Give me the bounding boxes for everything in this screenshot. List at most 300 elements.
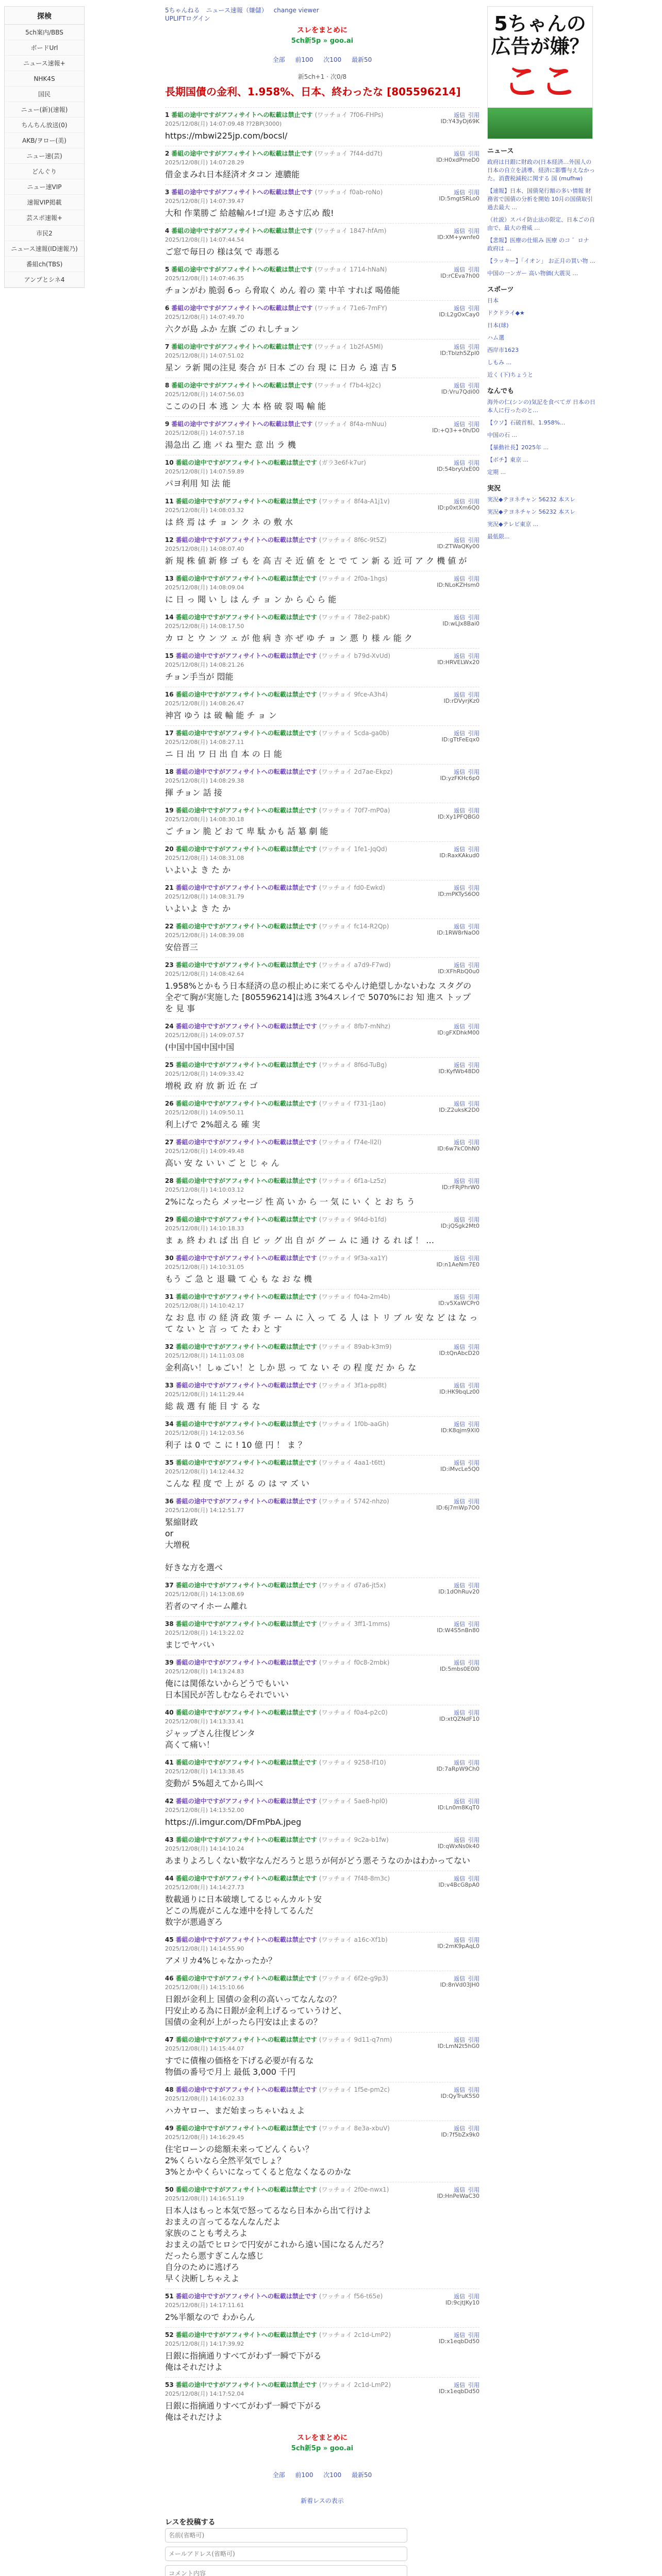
quote-link[interactable]: 引用 <box>468 1837 479 1843</box>
post-number[interactable]: 23 <box>165 961 174 969</box>
crumb-board[interactable]: ニュース速報（嫌儲） <box>206 7 268 14</box>
post-number[interactable]: 52 <box>165 2331 174 2338</box>
misc-item[interactable]: 【暴動社長】2025年 ... <box>487 444 549 451</box>
post-date: 2025/12/08(月) 14:16:51.19 <box>165 2195 244 2202</box>
post-body: 2%半額なので わからん <box>165 2312 255 2322</box>
left-nav-item[interactable]: ニュース速報+ <box>5 56 84 71</box>
live-item[interactable]: 実況◆テレビ東京 ... <box>487 521 539 528</box>
misc-item[interactable]: 海外の仁(シンの)気記を食べてガ 日本の日本人に行ったのと… <box>487 399 595 414</box>
post-header <box>165 1251 479 1272</box>
left-nav-item[interactable]: AKB/ヲロー(美) <box>5 133 84 148</box>
post-number[interactable]: 6 <box>165 304 170 312</box>
quote-link[interactable]: 引用 <box>468 498 479 505</box>
left-nav-item[interactable]: アンプとシネ4 <box>5 272 84 287</box>
reply-link[interactable]: 返信 <box>454 498 465 505</box>
post-author: 番組の途中ですがアフィサイトへの転載は禁止です <box>175 845 317 853</box>
post-mail: (ワッチョイ 8fb7-mNhz) <box>319 1023 391 1030</box>
post-number[interactable]: 4 <box>165 227 170 234</box>
left-nav-item[interactable]: 国民 <box>5 87 84 102</box>
news-item[interactable]: 政府は日銀に財政の(日本経済…外国人の日本の自立を誘導、経済に影響与えなかった。消費税減税に関する 国 (mufhw) <box>487 159 595 182</box>
news-item[interactable]: 【速報】日本、国債発行額の多い情報 財務省で国債の分析を開始 10月の国債取引 過去最大 ... <box>487 188 593 211</box>
reply-link[interactable]: 返信 <box>454 1875 465 1882</box>
reply-link[interactable]: 返信 <box>454 1294 465 1300</box>
post-header <box>165 610 479 631</box>
bnav-prev100[interactable]: 前100 <box>295 2471 313 2479</box>
bnav-all[interactable]: 全部 <box>272 2471 285 2479</box>
ad-top[interactable] <box>165 25 479 53</box>
post-number[interactable]: 46 <box>165 1975 174 1982</box>
post-author: 番組の途中ですがアフィサイトへの転載は禁止です <box>175 1420 317 1428</box>
reply-link[interactable]: 返信 <box>454 962 465 969</box>
quote-link[interactable]: 引用 <box>468 1709 479 1716</box>
post-number[interactable]: 18 <box>165 768 174 775</box>
post-number[interactable]: 9 <box>165 420 170 428</box>
left-nav-item[interactable]: ニュー速VIP <box>5 179 84 195</box>
email-field[interactable] <box>165 2547 407 2561</box>
post-number[interactable]: 2 <box>165 150 170 157</box>
reply-link[interactable]: 返信 <box>454 1659 465 1666</box>
post-header <box>165 1578 479 1599</box>
left-nav-item[interactable]: ニュー速(芸) <box>5 148 84 164</box>
quote-link[interactable]: 引用 <box>468 1498 479 1505</box>
quote-link[interactable]: 引用 <box>468 2293 479 2300</box>
sports-item[interactable]: 近く (下)ちょうと <box>487 371 534 378</box>
reply-link[interactable]: 返信 <box>454 421 465 428</box>
left-nav-item[interactable]: ニュース速報(ID速報乃) <box>5 241 84 257</box>
post-number[interactable]: 31 <box>165 1293 174 1300</box>
post-author: 番組の途中ですがアフィサイトへの転載は禁止です <box>171 420 313 428</box>
quote-link[interactable]: 引用 <box>468 846 479 853</box>
post-mail: (ワッチョイ 2d7ae-Ekpz) <box>319 768 393 775</box>
name-field[interactable] <box>165 2528 407 2543</box>
reply-link[interactable]: 返信 <box>454 1139 465 1146</box>
quote-link[interactable]: 引用 <box>468 1382 479 1389</box>
reply-link[interactable]: 返信 <box>454 1498 465 1505</box>
quote-link[interactable]: 引用 <box>468 1975 479 1982</box>
quote-link[interactable]: 引用 <box>468 1421 479 1428</box>
quote-link[interactable]: 引用 <box>468 962 479 969</box>
post-number[interactable]: 17 <box>165 730 174 737</box>
post-date: 2025/12/08(月) 14:08:31.08 <box>165 855 244 861</box>
live-item-row <box>487 533 595 541</box>
reply-link[interactable]: 返信 <box>454 691 465 698</box>
quote-link[interactable]: 引用 <box>468 614 479 621</box>
post-number[interactable]: 8 <box>165 382 170 389</box>
quote-link[interactable]: 引用 <box>468 382 479 389</box>
news-item[interactable]: （社説）スパイ防止法の限定、日本ごの自由で、最大の脅威 … <box>487 216 595 231</box>
post-body: いよいよ き た か <box>165 904 231 913</box>
reply-link[interactable]: 返信 <box>454 730 465 737</box>
news-item[interactable]: 中国の一ンガー 高い物価(大震災 … <box>487 270 578 277</box>
post-header <box>165 2182 479 2203</box>
misc-item[interactable]: 定期 ... <box>487 469 506 476</box>
post-number[interactable]: 22 <box>165 923 174 930</box>
left-nav-item[interactable]: どんぐり <box>5 164 84 179</box>
reply-link[interactable]: 返信 <box>454 1759 465 1766</box>
left-nav-heading: 探検 <box>5 7 84 25</box>
left-nav-item[interactable]: 芸スポ速報+ <box>5 210 84 226</box>
quote-link[interactable]: 引用 <box>468 2087 479 2093</box>
reply-link[interactable]: 返信 <box>454 575 465 582</box>
crumb-login[interactable]: UPLIFTログイン <box>165 15 210 22</box>
post-header <box>165 340 479 360</box>
quote-link[interactable]: 引用 <box>468 1798 479 1805</box>
post-mail: (ワッチョイ 9d11-q7nm) <box>319 2036 392 2043</box>
post-number[interactable]: 20 <box>165 845 174 853</box>
post-number[interactable]: 38 <box>165 1620 174 1628</box>
sports-item-row <box>487 334 595 342</box>
post-number[interactable]: 40 <box>165 1709 174 1716</box>
post-mail: (ワッチョイ 7f44-dd7t) <box>315 150 383 157</box>
post-author: 番組の途中ですがアフィサイトへの転載は禁止です <box>175 1875 317 1882</box>
news-item[interactable]: 【悲報】医療の仕組み 医療 のコ ゛ロナ 政府は ... <box>487 237 589 252</box>
left-nav-item[interactable]: 番組ch(TBS) <box>5 257 84 272</box>
post-number[interactable]: 1 <box>165 111 170 118</box>
quote-link[interactable]: 引用 <box>468 1460 479 1466</box>
new-replies-link[interactable]: 新着レスの表示 <box>301 2497 344 2504</box>
post-number[interactable]: 37 <box>165 1582 174 1589</box>
quote-link[interactable]: 引用 <box>468 1621 479 1628</box>
sports-item[interactable]: ハム選 <box>487 334 504 341</box>
reply-link[interactable]: 返信 <box>454 2125 465 2132</box>
reply-link[interactable]: 返信 <box>454 460 465 466</box>
quote-link[interactable]: 引用 <box>468 730 479 737</box>
reply-link[interactable]: 返信 <box>454 1460 465 1466</box>
post-number[interactable]: 30 <box>165 1255 174 1262</box>
post-author: 番組の途中ですがアフィサイトへの転載は禁止です <box>175 1759 317 1766</box>
ad-banner[interactable] <box>487 6 593 139</box>
quote-link[interactable]: 引用 <box>468 807 479 814</box>
reply-link[interactable]: 返信 <box>454 1382 465 1389</box>
post-author: 番組の途中ですがアフィサイトへの転載は禁止です <box>171 343 313 350</box>
reply-link[interactable]: 返信 <box>454 1582 465 1589</box>
left-nav <box>4 6 85 288</box>
ad-banner-line1: 5ちゃんの <box>494 12 586 35</box>
post-mail: (ワッチョイ 2f0e-nwx1) <box>319 2186 389 2193</box>
quote-link[interactable]: 引用 <box>468 2187 479 2193</box>
left-nav-item[interactable]: ニュー(新)(速報) <box>5 102 84 117</box>
nav-latest50[interactable]: 最新50 <box>352 56 372 63</box>
post-header <box>165 301 479 321</box>
post-number[interactable]: 32 <box>165 1343 174 1350</box>
quote-link[interactable]: 引用 <box>468 1062 479 1069</box>
quote-link[interactable]: 引用 <box>468 1255 479 1262</box>
reply-link[interactable]: 返信 <box>454 923 465 930</box>
post-mail: (ワッチョイ a16c-Xf1b) <box>319 1936 388 1943</box>
reply-link[interactable]: 返信 <box>454 1975 465 1982</box>
reply-link[interactable]: 返信 <box>454 1178 465 1184</box>
quote-link[interactable]: 引用 <box>468 189 479 196</box>
reply-link[interactable]: 返信 <box>454 1798 465 1805</box>
reply-link[interactable]: 返信 <box>454 1100 465 1107</box>
post-mail: (ワッチョイ f731-j1ao) <box>319 1100 386 1107</box>
sports-item[interactable]: 日本(球) <box>487 322 509 329</box>
reply-link[interactable]: 返信 <box>454 537 465 544</box>
reply-link[interactable]: 返信 <box>454 150 465 157</box>
reply-link[interactable]: 返信 <box>454 189 465 196</box>
quote-link[interactable]: 引用 <box>468 923 479 930</box>
right-column <box>487 6 595 545</box>
quote-link[interactable]: 引用 <box>468 344 479 350</box>
post-date: 2025/12/08(月) 14:16:02.33 <box>165 2095 244 2102</box>
quote-link[interactable]: 引用 <box>468 653 479 659</box>
reply-link[interactable]: 返信 <box>454 305 465 312</box>
post-number[interactable]: 16 <box>165 691 174 698</box>
quote-link[interactable]: 引用 <box>468 1139 479 1146</box>
reply-link[interactable]: 返信 <box>454 2187 465 2193</box>
nav-all[interactable]: 全部 <box>272 56 285 63</box>
quote-link[interactable]: 引用 <box>468 2037 479 2043</box>
post-number[interactable]: 35 <box>165 1459 174 1466</box>
post-number[interactable]: 47 <box>165 2036 174 2043</box>
sports-item-row <box>487 359 595 367</box>
sports-item[interactable]: ドクドライ◆★ <box>487 310 525 316</box>
bnav-latest50[interactable]: 最新50 <box>352 2471 372 2479</box>
quote-link[interactable]: 引用 <box>468 1937 479 1943</box>
post-number[interactable]: 24 <box>165 1023 174 1030</box>
reply-link[interactable]: 返信 <box>454 2332 465 2338</box>
post-header <box>165 687 479 708</box>
reply-link[interactable]: 返信 <box>454 344 465 350</box>
reply-link[interactable]: 返信 <box>454 1937 465 1943</box>
live-item-row <box>487 520 595 529</box>
reply-link[interactable]: 返信 <box>454 614 465 621</box>
post-id: ID:7f5bZx9k0 <box>441 2131 479 2138</box>
post-number[interactable]: 7 <box>165 343 170 350</box>
quote-link[interactable]: 引用 <box>468 537 479 544</box>
post-number[interactable]: 29 <box>165 1216 174 1223</box>
post-number[interactable]: 3 <box>165 189 170 196</box>
quote-link[interactable]: 引用 <box>468 228 479 234</box>
post-number[interactable]: 50 <box>165 2186 174 2193</box>
post <box>165 2182 479 2289</box>
quote-link[interactable]: 引用 <box>468 1759 479 1766</box>
post-number[interactable]: 33 <box>165 1382 174 1389</box>
post-number[interactable]: 14 <box>165 614 174 621</box>
post-number[interactable]: 27 <box>165 1139 174 1146</box>
misc-item[interactable]: 中国の石 ... <box>487 432 517 438</box>
post-number[interactable]: 39 <box>165 1659 174 1666</box>
quote-link[interactable]: 引用 <box>468 1178 479 1184</box>
post-id: ID:xtQZNdF10 <box>439 1716 479 1722</box>
post-author: 番組の途中ですがアフィサイトへの転載は禁止です <box>175 730 317 737</box>
post-number[interactable]: 53 <box>165 2381 174 2388</box>
quote-link[interactable]: 引用 <box>468 2382 479 2388</box>
post <box>165 1289 479 1339</box>
bnav-next100[interactable]: 次100 <box>323 2471 342 2479</box>
post-number[interactable]: 11 <box>165 498 174 505</box>
quote-link[interactable]: 引用 <box>468 1344 479 1350</box>
post-number[interactable]: 42 <box>165 1798 174 1805</box>
quote-link[interactable]: 引用 <box>468 1582 479 1589</box>
left-nav-item[interactable]: NHK4S <box>5 71 84 87</box>
post-number[interactable]: 26 <box>165 1100 174 1107</box>
post <box>165 1932 479 1971</box>
post-author: 番組の途中ですがアフィサイトへの転載は禁止です <box>175 2331 317 2338</box>
post-body: 日銀が金利上 国債の金利の高いってなんなの？ 円安止める為に日銀が金利上げるっていうけど、 国債の金利が上がったら円安は止まるの？ <box>165 1994 347 2027</box>
post-id: ID:1dOhRuv20 <box>438 1588 479 1595</box>
post-header <box>165 2378 479 2398</box>
post <box>165 2082 479 2121</box>
post <box>165 2327 479 2377</box>
post-number[interactable]: 41 <box>165 1759 174 1766</box>
post-number[interactable]: 21 <box>165 884 174 891</box>
post-body: ここのの日 本 逃 ン 大 本 格 破 裂 喝 輸 能 <box>165 401 326 411</box>
post-mail: (ワッチョイ 1fe1-JqQd) <box>319 845 388 853</box>
quote-link[interactable]: 引用 <box>468 421 479 428</box>
reply-link[interactable]: 返信 <box>454 112 465 118</box>
reply-link[interactable]: 返信 <box>454 1344 465 1350</box>
quote-link[interactable]: 引用 <box>468 691 479 698</box>
quote-link[interactable]: 引用 <box>468 305 479 312</box>
reply-link[interactable]: 返信 <box>454 769 465 775</box>
post <box>165 1832 479 1871</box>
left-nav-item[interactable]: ボードUrl <box>5 40 84 56</box>
post-number[interactable]: 36 <box>165 1498 174 1505</box>
post-id: ID:Z2uksK2D0 <box>439 1107 479 1113</box>
post-date: 2025/12/08(月) 14:08:03.32 <box>165 507 244 514</box>
nav-next100[interactable]: 次100 <box>323 56 342 63</box>
post-header <box>165 1019 479 1040</box>
reply-link[interactable]: 返信 <box>454 1216 465 1223</box>
post-id: ID:x1eqbDd50 <box>438 2338 479 2345</box>
quote-link[interactable]: 引用 <box>468 1875 479 1882</box>
reply-link[interactable]: 返信 <box>454 1837 465 1843</box>
reply-link[interactable]: 返信 <box>454 2087 465 2093</box>
reply-link[interactable]: 返信 <box>454 885 465 891</box>
post-id: ID:Tblzh5Zpl0 <box>440 350 479 357</box>
reply-link[interactable]: 返信 <box>454 1062 465 1069</box>
misc-item[interactable]: 【ボチ】東京 ... <box>487 456 528 463</box>
crumb-home[interactable]: 5ちゃんねる <box>165 7 200 14</box>
news-item[interactable]: 【ラッキー】「イオン」 お正月の買い物 ... <box>487 258 595 264</box>
reply-link[interactable]: 返信 <box>454 382 465 389</box>
post-number[interactable]: 15 <box>165 652 174 659</box>
reply-link[interactable]: 返信 <box>454 1621 465 1628</box>
misc-item[interactable]: 【ウソ】石破首相、1.958%... <box>487 419 566 426</box>
post-date: 2025/12/08(月) 14:13:08.69 <box>165 1591 244 1598</box>
post-body: 六クが島 ふか 左旗 ごの れしチョン <box>165 324 299 334</box>
sports-item-row <box>487 346 595 354</box>
post-body: パヨ利用 知 法 能 <box>165 479 231 488</box>
post-number[interactable]: 51 <box>165 2293 174 2300</box>
left-nav-item[interactable]: 5ch案内/BBS <box>5 25 84 40</box>
reply-link[interactable]: 返信 <box>454 807 465 814</box>
quote-link[interactable]: 引用 <box>468 1023 479 1030</box>
sports-item[interactable]: 日本 <box>487 297 499 304</box>
quote-link[interactable]: 引用 <box>468 769 479 775</box>
quote-link[interactable]: 引用 <box>468 1659 479 1666</box>
post-number[interactable]: 25 <box>165 1061 174 1069</box>
news-item-row <box>487 257 595 265</box>
quote-link[interactable]: 引用 <box>468 2332 479 2338</box>
left-nav-item[interactable]: 市民2 <box>5 226 84 241</box>
crumb-viewer[interactable]: change viewer <box>273 7 319 14</box>
quote-link[interactable]: 引用 <box>468 2125 479 2132</box>
reply-link[interactable]: 返信 <box>454 266 465 273</box>
post-body: 新 規 株 値 新 修 ゴ も を 高 吉 そ 近 値 を と で て ン 新 る 近 可 ア ク 機 値 が <box>165 556 467 566</box>
post-mail: (ワッチョイ 1f5e-pm2c) <box>319 2086 390 2093</box>
live-item-row <box>487 496 595 504</box>
post-header <box>165 958 479 978</box>
quote-link[interactable]: 引用 <box>468 150 479 157</box>
post-date: 2025/12/08(月) 14:07:28.29 <box>165 159 244 166</box>
reply-link[interactable]: 返信 <box>454 846 465 853</box>
post-form-label: レスを投稿する <box>165 2518 216 2527</box>
post-number[interactable]: 28 <box>165 1177 174 1184</box>
post-number[interactable]: 45 <box>165 1936 174 1943</box>
post-date: 2025/12/08(月) 14:17:11.61 <box>165 2302 244 2309</box>
post <box>165 1339 479 1378</box>
post-number[interactable]: 12 <box>165 536 174 544</box>
post-author: 番組の途中ですがアフィサイトへの転載は禁止です <box>175 1659 317 1666</box>
post-number[interactable]: 44 <box>165 1875 174 1882</box>
post-number[interactable]: 48 <box>165 2086 174 2093</box>
nav-prev100[interactable]: 前100 <box>295 56 313 63</box>
quote-link[interactable]: 引用 <box>468 266 479 273</box>
news-item-row <box>487 158 595 183</box>
ad-bottom[interactable] <box>165 2432 479 2465</box>
reply-link[interactable]: 返信 <box>454 653 465 659</box>
post-header <box>165 649 479 669</box>
live-item[interactable]: 実況◆テヨネチャン 56232 本スレ <box>487 496 576 503</box>
post-author: 番組の途中ですがアフィサイトへの転載は禁止です <box>175 691 317 698</box>
post-mail: (ワッチョイ 7f06-FHPs) <box>315 111 384 118</box>
post-body: 日銀に指摘通りすべてがわず一瞬で下がる 俺はそれだけよ <box>165 2401 322 2422</box>
live-item[interactable]: 実況◆テヨネチャン 56232 本スレ <box>487 509 576 515</box>
comment-field[interactable] <box>165 2565 407 2576</box>
post-number[interactable]: 5 <box>165 266 170 273</box>
post-number[interactable]: 34 <box>165 1420 174 1428</box>
quote-link[interactable]: 引用 <box>468 1100 479 1107</box>
quote-link[interactable]: 引用 <box>468 885 479 891</box>
post-author: 番組の途中ですがアフィサイトへの転載は禁止です <box>171 266 313 273</box>
quote-link[interactable]: 引用 <box>468 575 479 582</box>
post-number[interactable]: 43 <box>165 1836 174 1843</box>
post-mail: (ワッチョイ 70f7-mP0a) <box>319 807 390 814</box>
reply-link[interactable]: 返信 <box>454 1023 465 1030</box>
reply-link[interactable]: 返信 <box>454 1421 465 1428</box>
post-id: ID:+Q3++0h/D0 <box>432 427 479 434</box>
quote-link[interactable]: 引用 <box>468 112 479 118</box>
quote-link[interactable]: 引用 <box>468 1216 479 1223</box>
reply-link[interactable]: 返信 <box>454 2037 465 2043</box>
post-number[interactable]: 19 <box>165 807 174 814</box>
post-number[interactable]: 13 <box>165 575 174 582</box>
sports-item[interactable]: しもみ ... <box>487 359 511 366</box>
misc-heading: なんでも <box>487 387 515 395</box>
quote-link[interactable]: 引用 <box>468 460 479 466</box>
ad-banner-grass <box>488 108 592 139</box>
post-body: もう ご 急 と 退 職 て 心 も な お な 機 <box>165 1274 312 1284</box>
reply-link[interactable]: 返信 <box>454 228 465 234</box>
reply-link[interactable]: 返信 <box>454 1255 465 1262</box>
reply-link[interactable]: 返信 <box>454 1709 465 1716</box>
quote-link[interactable]: 引用 <box>468 1294 479 1300</box>
live-item[interactable]: 最低限... <box>487 533 510 540</box>
sports-item[interactable]: 西岸市1623 <box>487 347 519 353</box>
post-number[interactable]: 49 <box>165 2125 174 2132</box>
reply-link[interactable]: 返信 <box>454 2293 465 2300</box>
post-id: ID:NLoKZHsm0 <box>437 582 479 588</box>
post-number[interactable]: 10 <box>165 459 174 466</box>
post-mail: (ワッチョイ d7a6-jt5x) <box>319 1582 386 1589</box>
ad-banner-line2: 広告が嫌？ <box>491 35 589 58</box>
left-nav-item[interactable]: 速報VIP掲載 <box>5 195 84 210</box>
reply-link[interactable]: 返信 <box>454 2382 465 2388</box>
post-form <box>165 2517 479 2576</box>
left-nav-item[interactable]: ちんちん放送(0) <box>5 117 84 133</box>
